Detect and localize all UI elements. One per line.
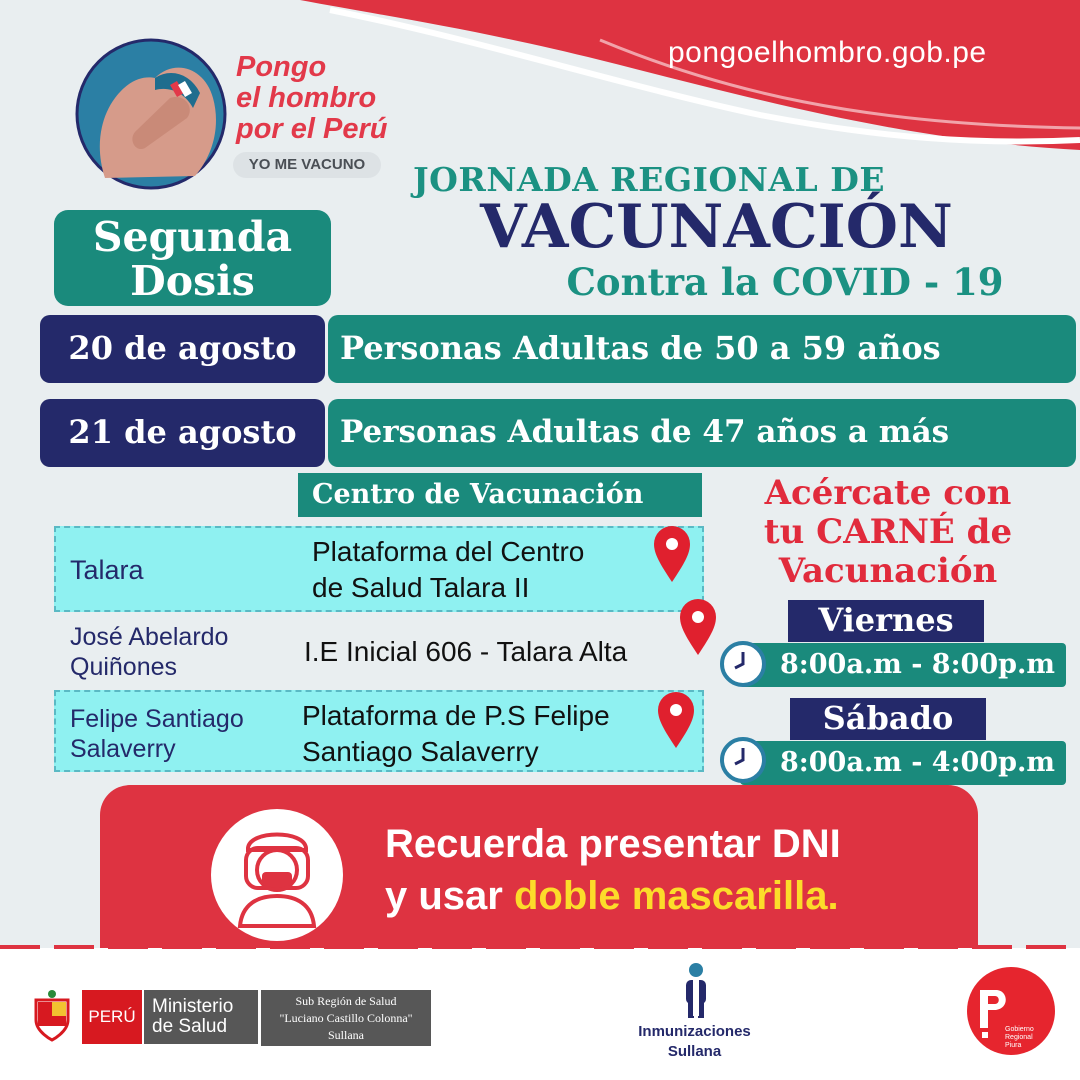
center-place [312, 534, 584, 606]
center-district [70, 704, 244, 764]
immunizations-line-2: Sullana [667, 1043, 722, 1060]
schedule-date-1: 20 de agosto [40, 315, 325, 383]
center-district-line-2: Quiñones [70, 653, 178, 681]
carne-notice [738, 474, 1038, 591]
face-shield-person-icon [210, 808, 344, 942]
reminder-text [385, 818, 841, 922]
center-place-line-1: Plataforma de P.S Felipe [302, 700, 610, 731]
reminder-highlight: doble mascarilla. [513, 874, 839, 918]
regional-gov-line-2: Regional [1005, 1034, 1033, 1041]
slogan-line-1: Pongo [236, 51, 327, 83]
location-pin-icon [678, 597, 718, 657]
dose-line-1: Segunda [92, 213, 293, 261]
center-row-jose-abelardo [54, 614, 704, 686]
clock-icon [720, 737, 766, 783]
title-line-3: Contra la COVID - 19 [566, 260, 1004, 304]
center-place-line-1: Plataforma del Centro [312, 536, 585, 567]
ministry-line-2: de Salud [152, 1016, 228, 1037]
immunizations-line-1: Inmunizaciones [638, 1023, 751, 1040]
center-row-felipe-santiago [54, 690, 704, 772]
center-district-line-1: José Abelardo [70, 623, 229, 651]
schedule-group-2: Personas Adultas de 47 años a más [328, 399, 1076, 467]
title-line-1: JORNADA REGIONAL DE [413, 160, 885, 199]
regional-gov-line-1: Gobierno [1005, 1026, 1034, 1033]
slogan-line-2: el hombro [236, 82, 377, 114]
peru-coat-of-arms-icon [28, 988, 76, 1044]
carne-line-1: Acércate con [764, 473, 1012, 513]
center-district [70, 622, 228, 682]
center-place [304, 634, 627, 670]
slogan [236, 52, 388, 145]
title-line-2: VACUNACIÓN [480, 192, 953, 262]
dose-badge [54, 210, 331, 306]
subregion-label [261, 990, 431, 1046]
center-row-talara [54, 526, 704, 612]
schedule-date-2: 21 de agosto [40, 399, 325, 467]
day-saturday: Sábado [790, 698, 986, 740]
center-place-line-2: Santiago Salaverry [302, 736, 539, 767]
ministry-label [142, 990, 258, 1044]
vaccine-arm-logo-icon [75, 38, 227, 190]
center-district-line-1: Felipe Santiago [70, 705, 244, 733]
peru-label: PERÚ [82, 990, 142, 1044]
center-place-line-2: de Salud Talara II [312, 572, 530, 603]
subregion-line-1: Sub Región de Salud [295, 994, 397, 1008]
location-pin-icon [656, 690, 696, 750]
ministry-line-1: Ministerio [152, 996, 234, 1017]
clock-icon [720, 641, 766, 687]
subregion-line-3: Sullana [328, 1028, 364, 1042]
website-url[interactable]: pongoelhombro.gob.pe [668, 36, 987, 69]
slogan-line-3: por el Perú [236, 113, 388, 145]
day-friday: Viernes [788, 600, 984, 642]
immunization-figure-icon [678, 962, 714, 1020]
hours-friday: 8:00a.m - 8:00p.m [740, 643, 1066, 687]
regional-gov-line-3: Piura [1005, 1042, 1022, 1049]
reminder-line-2 [385, 870, 841, 922]
dashed-divider [0, 942, 1080, 952]
centers-header: Centro de Vacunación [298, 473, 702, 517]
center-place-line-1: I.E Inicial 606 - Talara Alta [304, 636, 628, 667]
carne-line-2: tu CARNÉ de [763, 512, 1013, 552]
schedule-group-1: Personas Adultas de 50 a 59 años [328, 315, 1076, 383]
reminder-line-1: Recuerda presentar DNI [385, 822, 841, 866]
subregion-line-2: "Luciano Castillo Colonna" [279, 1011, 413, 1025]
hours-saturday: 8:00a.m - 4:00p.m [740, 741, 1066, 785]
center-place [302, 698, 610, 770]
location-pin-icon [652, 524, 692, 584]
yo-me-vacuno-badge: YO ME VACUNO [233, 152, 381, 178]
immunizations-label [612, 1022, 777, 1062]
carne-line-3: Vacunación [778, 551, 998, 591]
reminder-line-2-prefix: y usar [385, 874, 514, 918]
center-district-line-2: Salaverry [70, 735, 176, 763]
dose-line-2: Dosis [130, 257, 255, 305]
center-district: Talara [70, 555, 144, 585]
regional-government-label [1005, 1026, 1034, 1050]
